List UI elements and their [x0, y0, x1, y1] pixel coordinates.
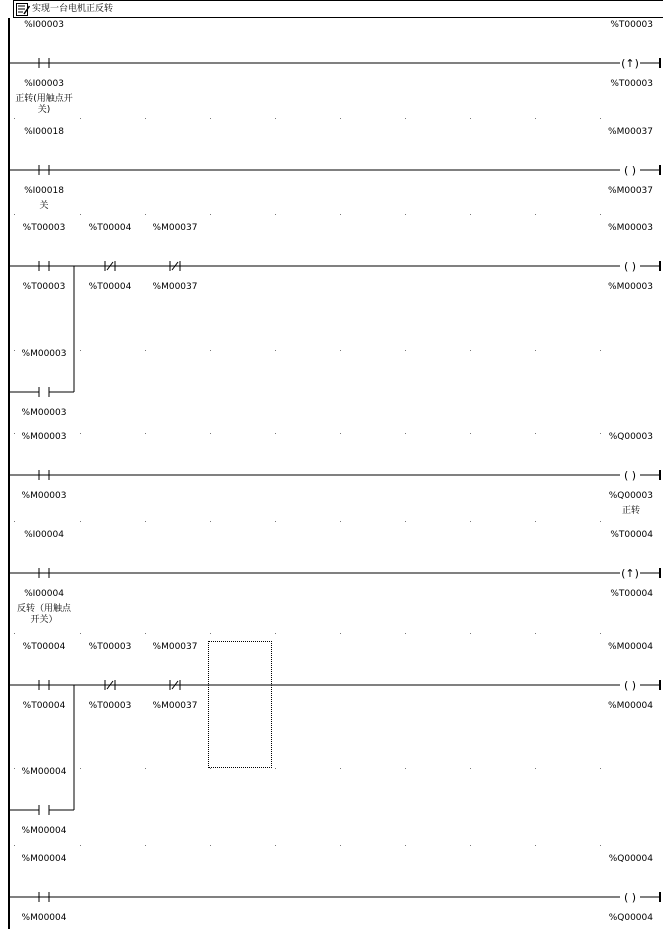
grid-dot — [210, 118, 211, 119]
grid-dot — [340, 633, 341, 634]
grid-dot — [470, 633, 471, 634]
grid-dot — [210, 214, 211, 215]
grid-dot — [535, 521, 536, 522]
contact-address-top: %T00003 — [88, 642, 132, 652]
branch-no-contact[interactable] — [39, 805, 49, 815]
grid-dot — [210, 521, 211, 522]
contact-address-bottom: %I00018 — [24, 186, 64, 196]
contact-address-bottom: %M00037 — [152, 282, 198, 292]
grid-dot — [80, 768, 81, 769]
grid-dot — [275, 433, 276, 434]
output-coil[interactable]: ( ) — [623, 891, 637, 904]
grid-dot — [145, 214, 146, 215]
grid-dot — [275, 214, 276, 215]
grid-dot — [470, 433, 471, 434]
grid-dot — [14, 214, 15, 215]
grid-dot — [80, 521, 81, 522]
coil-address-top: %M00004 — [608, 642, 653, 652]
grid-dot — [535, 118, 536, 119]
contact-address-top: %M00003 — [21, 432, 67, 442]
contact-comment: 正转(用触点开 关) — [15, 94, 73, 115]
grid-dot — [340, 350, 341, 351]
grid-dot — [600, 433, 601, 434]
contact-address-top: %I00018 — [24, 127, 64, 137]
grid-dot — [210, 768, 211, 769]
contact-address-top: %T00004 — [22, 642, 66, 652]
contact-address-top: %I00004 — [24, 530, 64, 540]
coil-address-bottom: %T00004 — [610, 589, 653, 599]
grid-dot — [14, 433, 15, 434]
grid-dot — [470, 521, 471, 522]
branch-no-contact[interactable] — [39, 387, 49, 397]
grid-dot — [340, 521, 341, 522]
grid-dot — [14, 633, 15, 634]
coil-address-bottom: %M00004 — [608, 701, 653, 711]
grid-dot — [275, 350, 276, 351]
rung-title: 实现一台电机正反转 — [32, 4, 114, 14]
grid-dot — [470, 350, 471, 351]
grid-dot — [80, 633, 81, 634]
branch-address-bottom: %M00004 — [21, 826, 67, 836]
grid-dot — [275, 521, 276, 522]
grid-dot — [340, 433, 341, 434]
contact-address-bottom: %M00004 — [21, 913, 67, 923]
grid-dot — [210, 845, 211, 846]
coil-comment: 正转 — [621, 506, 640, 516]
branch-address-top: %M00003 — [21, 349, 67, 359]
output-coil[interactable]: ( ) — [623, 164, 637, 177]
grid-dot — [340, 768, 341, 769]
grid-dot — [535, 633, 536, 634]
selection-cursor[interactable] — [208, 641, 272, 768]
contact-address-top: %M00037 — [152, 223, 198, 233]
output-coil[interactable]: ( ) — [623, 260, 637, 273]
grid-dot — [405, 768, 406, 769]
grid-dot — [340, 845, 341, 846]
contact-address-bottom: %I00003 — [24, 79, 64, 89]
output-coil[interactable]: ( ) — [623, 469, 637, 482]
grid-dot — [210, 633, 211, 634]
contact-comment: 反转（用触点 开关） — [16, 604, 72, 625]
output-coil[interactable]: ( ) — [623, 679, 637, 692]
grid-dot — [405, 521, 406, 522]
branch-address-bottom: %M00003 — [21, 408, 67, 418]
grid-dot — [405, 214, 406, 215]
contact-address-top: %T00003 — [22, 223, 66, 233]
grid-dot — [470, 214, 471, 215]
coil-address-top: %T00004 — [610, 530, 653, 540]
grid-dot — [210, 433, 211, 434]
grid-dot — [275, 845, 276, 846]
contact-address-top: %T00004 — [88, 223, 132, 233]
grid-dot — [210, 350, 211, 351]
coil-address-top: %M00037 — [608, 127, 653, 137]
grid-dot — [145, 521, 146, 522]
grid-dot — [470, 118, 471, 119]
grid-dot — [600, 633, 601, 634]
coil-address-bottom: %M00037 — [608, 186, 653, 196]
grid-dot — [145, 118, 146, 119]
grid-dot — [535, 845, 536, 846]
grid-dot — [14, 118, 15, 119]
grid-dot — [145, 350, 146, 351]
contact-address-top: %I00003 — [24, 20, 64, 30]
grid-dot — [145, 768, 146, 769]
grid-dot — [14, 845, 15, 846]
grid-dot — [275, 768, 276, 769]
coil-address-top: %T00003 — [610, 20, 653, 30]
contact-address-bottom: %T00003 — [22, 282, 66, 292]
grid-dot — [80, 845, 81, 846]
grid-dot — [14, 768, 15, 769]
grid-dot — [145, 845, 146, 846]
grid-dot — [275, 633, 276, 634]
positive-transition-coil[interactable]: (↑) — [621, 567, 639, 580]
grid-dot — [145, 433, 146, 434]
contact-address-top: %M00037 — [152, 642, 198, 652]
branch-address-top: %M00004 — [21, 767, 67, 777]
grid-dot — [405, 350, 406, 351]
grid-dot — [535, 350, 536, 351]
grid-dot — [80, 214, 81, 215]
grid-dot — [535, 433, 536, 434]
grid-dot — [600, 214, 601, 215]
coil-address-top: %M00003 — [608, 223, 653, 233]
coil-address-bottom: %Q00003 — [608, 491, 653, 501]
grid-dot — [535, 768, 536, 769]
positive-transition-coil[interactable]: (↑) — [621, 57, 639, 70]
grid-dot — [145, 633, 146, 634]
grid-dot — [535, 214, 536, 215]
grid-dot — [14, 521, 15, 522]
grid-dot — [405, 845, 406, 846]
grid-dot — [600, 768, 601, 769]
coil-address-bottom: %Q00004 — [608, 913, 653, 923]
contact-address-bottom: %T00004 — [22, 701, 66, 711]
grid-dot — [600, 118, 601, 119]
contact-address-bottom: %M00037 — [152, 701, 198, 711]
contact-address-bottom: %I00004 — [24, 589, 64, 599]
coil-address-top: %Q00004 — [608, 854, 653, 864]
coil-address-top: %Q00003 — [608, 432, 653, 442]
grid-dot — [80, 118, 81, 119]
contact-address-bottom: %T00004 — [88, 282, 132, 292]
coil-address-bottom: %T00003 — [610, 79, 653, 89]
grid-dot — [405, 633, 406, 634]
grid-dot — [14, 350, 15, 351]
contact-address-bottom: %M00003 — [21, 491, 67, 501]
grid-dot — [80, 350, 81, 351]
grid-dot — [600, 845, 601, 846]
grid-dot — [340, 118, 341, 119]
grid-dot — [600, 521, 601, 522]
grid-dot — [470, 845, 471, 846]
grid-dot — [600, 350, 601, 351]
grid-dot — [405, 118, 406, 119]
contact-comment: 关 — [39, 201, 49, 211]
contact-address-top: %M00004 — [21, 854, 67, 864]
grid-dot — [275, 118, 276, 119]
grid-dot — [470, 768, 471, 769]
coil-address-bottom: %M00003 — [608, 282, 653, 292]
grid-dot — [340, 214, 341, 215]
contact-address-bottom: %T00003 — [88, 701, 132, 711]
grid-dot — [405, 433, 406, 434]
grid-dot — [80, 433, 81, 434]
